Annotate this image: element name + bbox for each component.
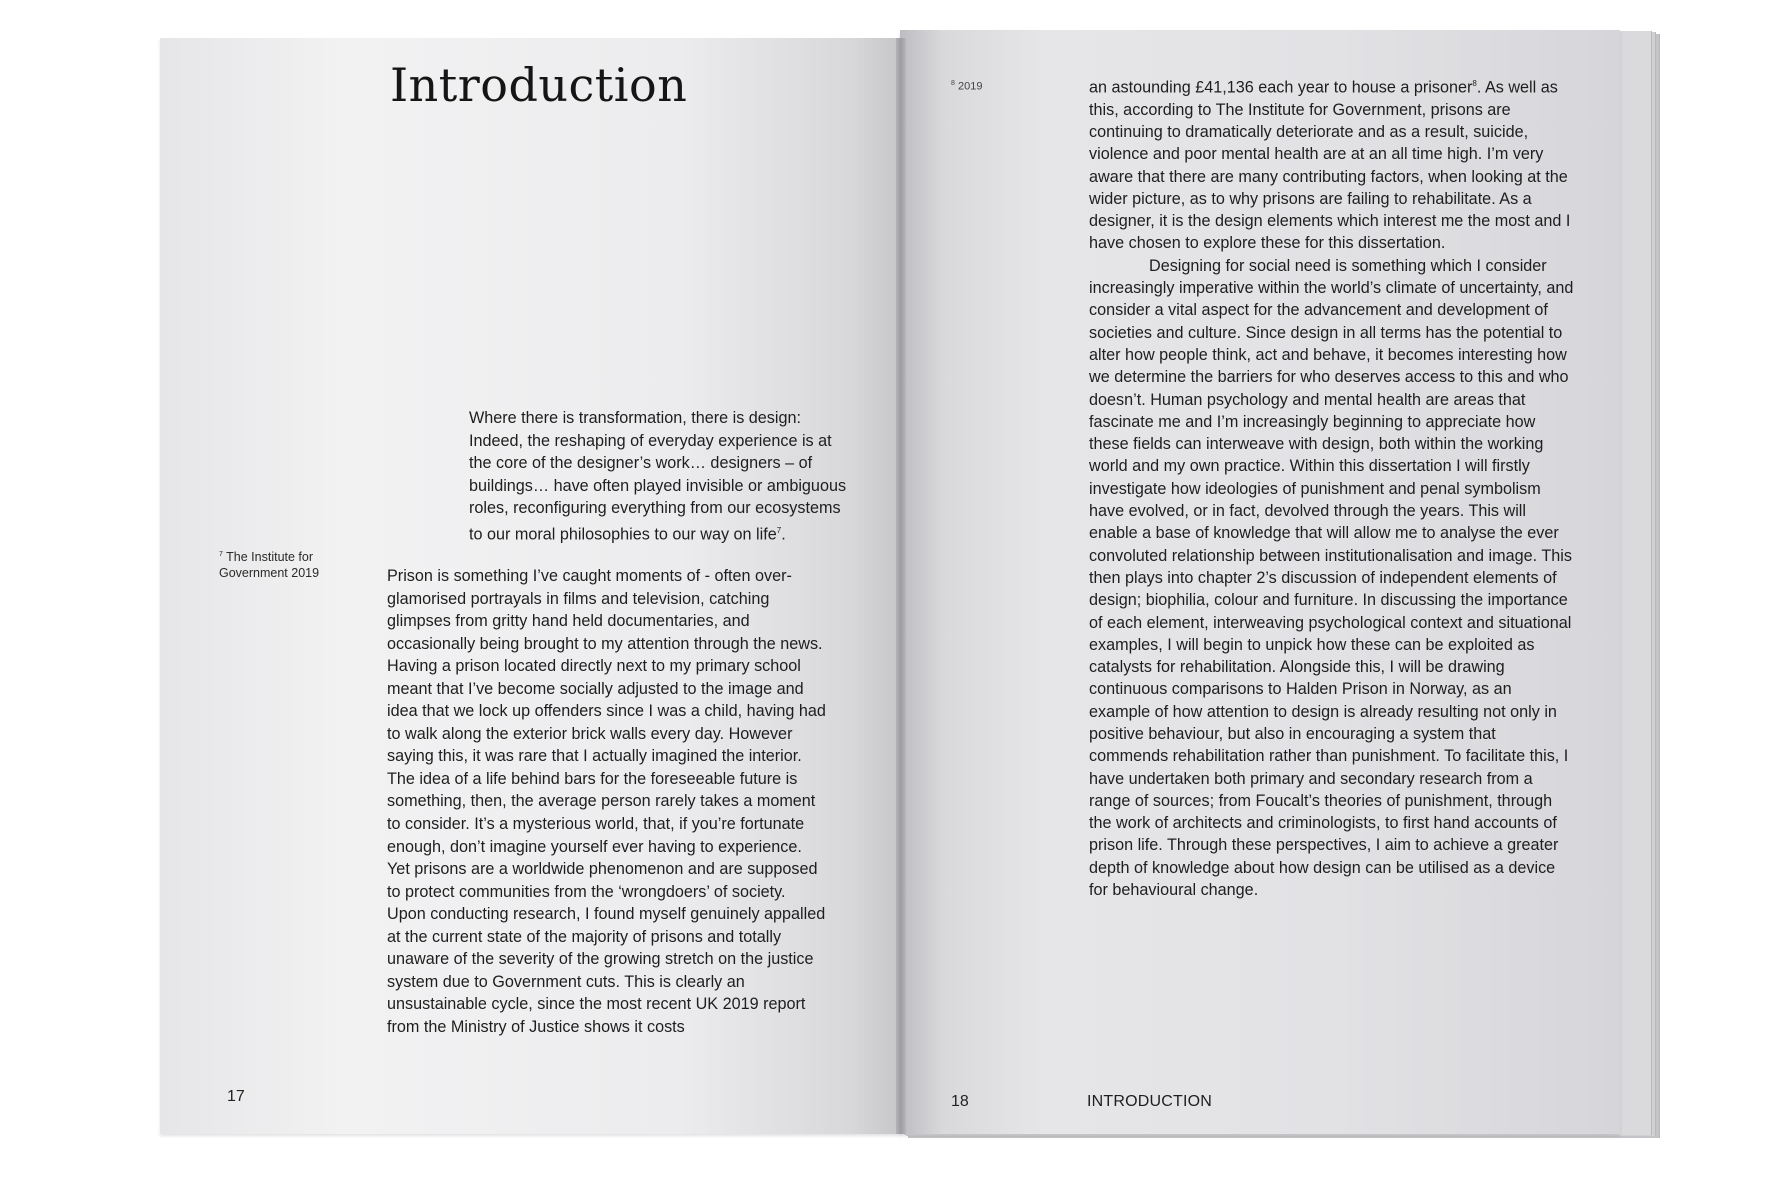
paragraph-text: an astounding £41,136 each year to house a prisoner <box>1089 78 1473 97</box>
running-head: INTRODUCTION <box>1087 1093 1213 1110</box>
footnote-number: 8 <box>951 80 955 87</box>
footnote-text: 2019 <box>957 80 983 93</box>
right-footnote <box>951 80 982 93</box>
footnote-ref: 8 <box>1472 79 1477 88</box>
body-paragraph-2: Designing for social need is something which I consider increasingly imperative within the world’s climate of uncertainty, and consider a vital aspect for the advancement and development of societies and culture. Since design in all terms has the potential to alter how people think, act and behave, it becomes interesting how we determine the barriers for who deserves access to this and who doesn’t. Human psychology and mental health are areas that fascinate me and I’m increasingly beginning to appreciate how these fields can interweave with design, both within the working world and my own practice. Within this dissertation I will firstly investigate how ideologies of punishment and penal symbolism have evolved, or in fact, devolved through the years. This will enable a base of knowledge that will allow me to analyse the ever convoluted relationship between institutionalisation and image. This then plays into chapter 2’s discussion of independent elements of design; biophilia, colour and furniture. In discussing the importance of each element, interweaving psychological context and situational examples, I will begin to unpick how these can be exploited as catalysts for rehabilitation. Alongside this, I will be drawing continuous comparisons to Halden Prison in Norway, as an example of how attention to design is already resulting not only in positive behaviour, but also in encouraging a system that commends rehabilitation rather than punishment. To facilitate this, I have undertaken both primary and secondary research from a range of sources; from Foucalt’s theories of punishment, through the work of architects and criminologists, to first hand accounts of prison life. Through these perspectives, I aim to achieve a greater depth of knowledge about how design can be utilised as a device for behavioural change. <box>1089 256 1574 900</box>
footnote-number: 7 <box>219 551 223 558</box>
book-gutter <box>896 38 906 1134</box>
body-paragraph-1 <box>1089 73 1575 255</box>
page-number-right: 18 <box>951 1093 969 1110</box>
left-body-text <box>387 565 827 1038</box>
paragraph-text: . As well as this, according to The Institute for Government, prisons are continuing to dramatically deteriorate and as a result, suicide, violence and poor mental health are at an all time high. I’m very aware that there are many contributing factors, when looking at the wider picture, as to why prisons are failing to rehabilitate. As a designer, it is the design elements which interest me the most and I have chosen to explore these for this dissertation. <box>1089 78 1571 253</box>
page-number-left: 17 <box>227 1088 245 1105</box>
body-paragraph: Prison is something I’ve caught moments of - often over-glamorised portrayals in films and television, catching glimpses from gritty hand held documentaries, and occasionally being brought to my attention through the news. Having a prison located directly next to my primary school meant that I’ve become socially adjusted to the image and idea that we lock up offenders since I was a child, having had to walk along the exterior brick walls every day. However saying this, it was rare that I actually imagined the interior. The idea of a life behind bars for the foreseeable future is something, then, the average person rarely takes a moment to consider. It’s a mysterious world, that, if you’re fortunate enough, don’t imagine yourself ever having to experience. Yet prisons are a worldwide phenomenon and are supposed to protect communities from the ‘wrongdoers’ of society. Upon conducting research, I found myself genuinely appalled at the current state of the majority of prisons and totally unaware of the severity of the growing stretch on the justice system due to Government cuts. This is clearly an unsustainable cycle, since the most recent UK 2019 report from the Ministry of Justice shows it costs <box>387 567 826 1036</box>
right-body-text <box>1089 73 1575 901</box>
epigraph-quote: Where there is transformation, there is design: Indeed, the reshaping of everyday experience is at the core of the designer’s work… designers – of buildings… have often played invisible or ambiguous roles, reconfiguring everything from our ecosystems to our moral philosophies to our way on life$^7$. <box>469 409 847 543</box>
quote-text: Where there is transformation, there is design: Indeed, the reshaping of everyday experience is at the core of the designer’s work… designers – of buildings… have often played invisible or ambiguous roles, reconfiguring everything from our ecosystems to our moral philosophies to our way on life <box>469 409 847 543</box>
footnote-text: The Institute for Government 2019 <box>219 550 320 581</box>
chapter-title: Introduction <box>390 58 688 112</box>
quote-footnote-ref: 7 <box>776 525 782 535</box>
left-footnote <box>219 547 339 581</box>
